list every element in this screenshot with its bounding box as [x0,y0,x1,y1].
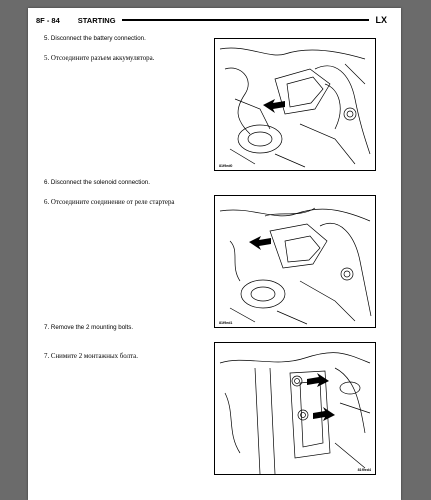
figure-code: 81f9ed0 [219,164,233,168]
step-7-english: 7. Remove the 2 mounting bolts. [44,324,134,331]
step-7-russian: 7. Снимите 2 монтажных болта. [44,353,138,360]
figure-mounting-bolts [214,342,376,475]
model-code: LX [375,15,387,25]
figure-battery-connection [214,38,376,171]
page-number: 8F - 84 [36,15,60,25]
pointer-arrow-icon [249,236,271,250]
step-5-russian: 5. Отсоедините разъем аккумулятора. [44,55,155,62]
step-6-russian: 6. Отсоедините соединение от реле стартера [44,199,175,206]
step-6-english: 6. Disconnect the solenoid connection. [44,179,150,186]
solenoid-connection-illustration [215,196,375,327]
battery-connection-illustration [215,39,375,170]
mounting-bolts-illustration [215,343,375,474]
header-rule [122,19,370,21]
page-header [36,13,387,27]
step-5-english: 5. Disconnect the battery connection. [44,35,146,42]
figure-solenoid-connection [214,195,376,328]
figure-code: 81f9ed4 [357,468,371,472]
pointer-arrow-icon [313,407,335,421]
section-title: STARTING [77,15,116,25]
pointer-arrow-icon [263,99,285,113]
figure-code: 81f9ed1 [219,321,233,325]
manual-page [28,8,401,500]
